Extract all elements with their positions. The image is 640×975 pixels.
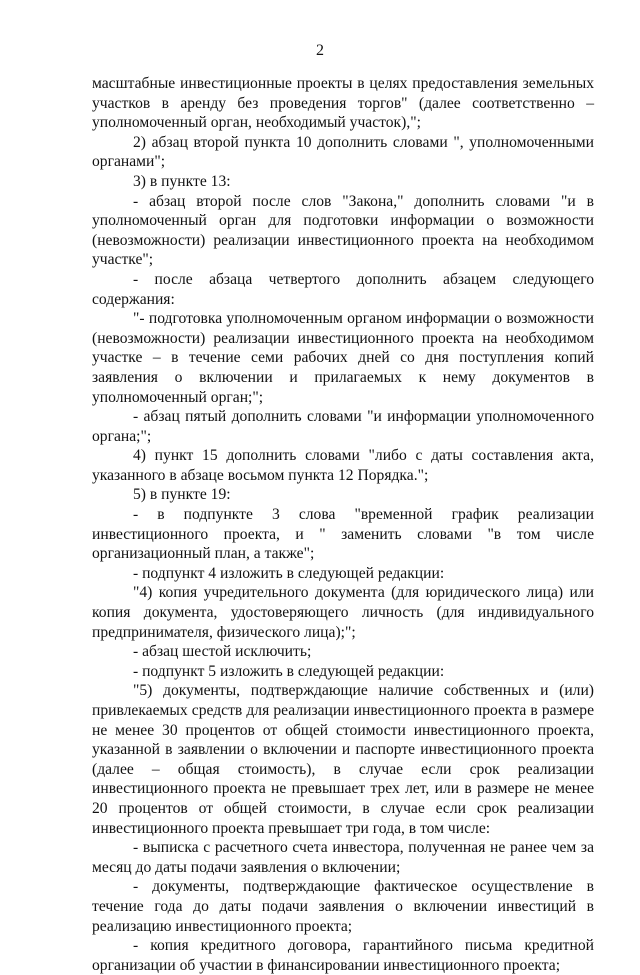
paragraph-list-documents: - документы, подтверждающие фактическое осуществление в течение года до даты подачи заявления о включении инвестиций в реализацию инвестиционного проекта; <box>92 878 594 935</box>
paragraph-item-5-quote-5: "5) документы, подтверждающие наличие собственных и (или) привлекаемых средств для реализации инвестиционного проекта в размере не менее 30 процентов от общей стоимости инвестиционного проекта, указанной в заявлении о включении и паспорте инвестиционного проекта (далее – общая стоимость), в случае если срок реализации инвестиционного проекта не превышает трех лет, или в размере не менее 20 процентов от общей стоимости, в случае если срок реализации инвестиционного проекта превышает три года, в том числе: <box>92 682 594 837</box>
paragraph-item-3-sub-1: - абзац второй после слов "Закона," дополнить словами "и в уполномоченный орган для подготовки информации о возможности (невозможности) реализации инвестиционного проекта на необходимом участке"; <box>92 192 594 269</box>
paragraph-list-statement: - выписка с расчетного счета инвестора, полученная не ранее чем за месяц до даты подачи заявления о включении; <box>92 839 594 876</box>
paragraph-item-3-sub-3: - абзац пятый дополнить словами "и информации уполномоченного органа;"; <box>92 408 594 445</box>
paragraph-item-3: 3) в пункте 13: <box>133 172 231 190</box>
paragraph-item-5-sub-3: - абзац шестой исключить; <box>133 643 312 661</box>
page-number: 2 <box>316 42 324 59</box>
paragraph-item-5-sub-2: - подпункт 4 изложить в следующей редакции: <box>133 564 445 582</box>
paragraph-list-credit: - копия кредитного договора, гарантийного письма кредитной организации об участии в финансировании инвестиционного проекта; <box>92 937 594 974</box>
paragraph-item-4: 4) пункт 15 дополнить словами "либо с даты составления акта, указанного в абзаце восьмом пункта 12 Порядка."; <box>92 447 594 484</box>
paragraph-item-5-quote-4: "4) копия учредительного документа (для юридического лица) или копия документа, удостоверяющего личность (для индивидуального предпринимателя, физического лица);"; <box>92 584 594 641</box>
paragraph-item-5-sub-4: - подпункт 5 изложить в следующей редакции: <box>133 662 445 680</box>
document-body <box>92 74 594 975</box>
paragraph-continuation: масштабные инвестиционные проекты в целях предоставления земельных участков в аренду без проведения торгов" (далее соответственно – уполномоченный орган, необходимый участок),"; <box>92 75 594 132</box>
paragraph-item-5: 5) в пункте 19: <box>133 486 231 504</box>
paragraph-item-5-sub-1: - в подпункте 3 слова "временной график реализации инвестиционного проекта, и " заменить словами "в том числе организационный план, а также"; <box>92 506 594 563</box>
paragraph-item-2: 2) абзац второй пункта 10 дополнить словами ", уполномоченными органами"; <box>92 133 594 171</box>
paragraph-item-3-sub-2: - после абзаца четвертого дополнить абзацем следующего содержания: <box>92 270 594 308</box>
paragraph-item-3-quote: "- подготовка уполномоченным органом информации о возможности (невозможности) реализации инвестиционного проекта на необходимом участке – в течение семи рабочих дней со дня поступления копий заявления о включении и прилагаемых к нему документов в уполномоченный орган;"; <box>92 310 594 406</box>
